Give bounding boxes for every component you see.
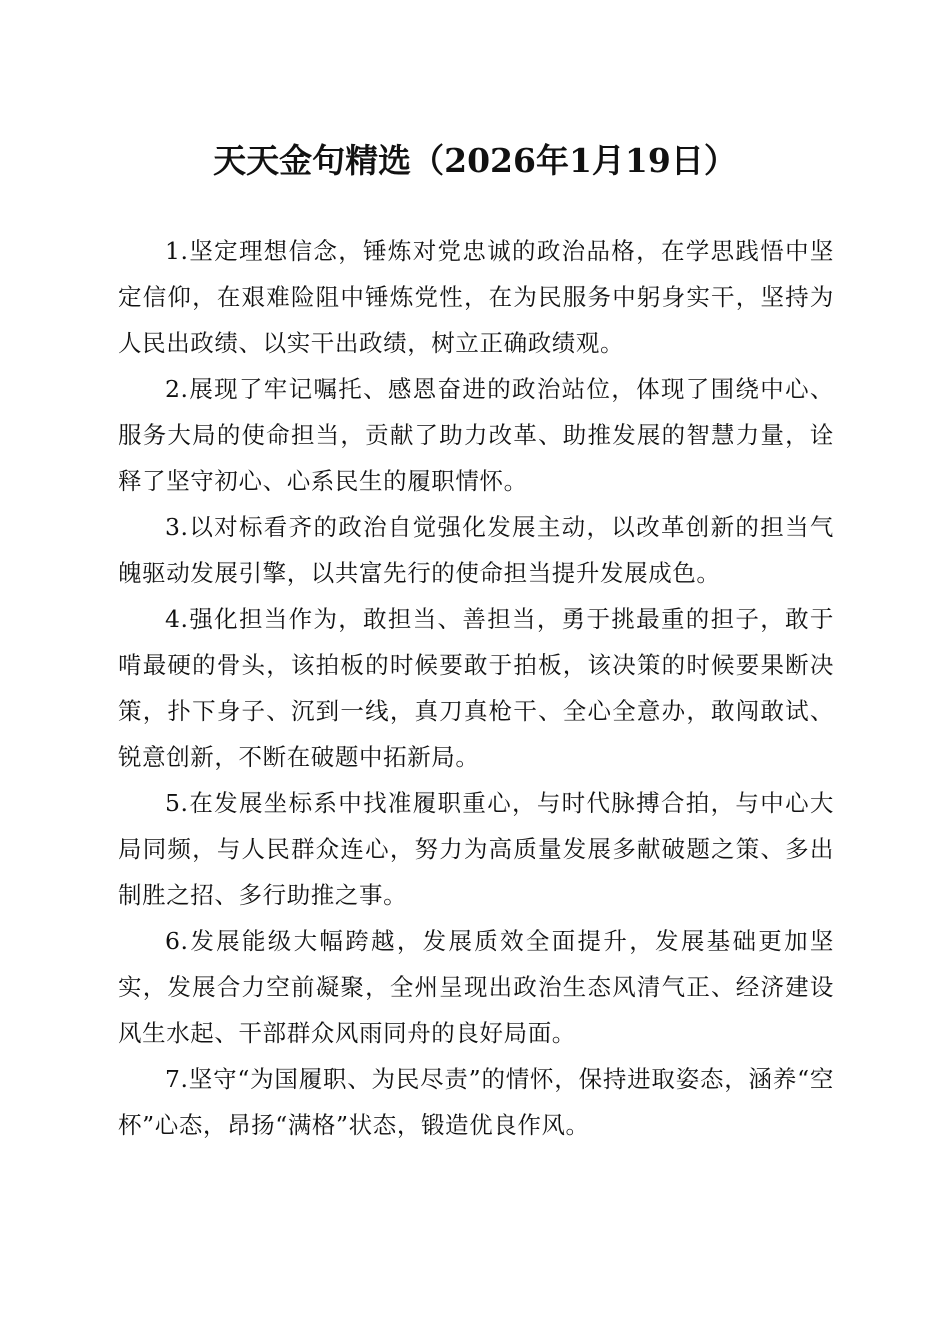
paragraph-4: 4.强化担当作为，敢担当、善担当，勇于挑最重的担子，敢于啃最硬的骨头，该拍板的时候要敢于拍板，该决策的时候要果断决策，扑下身子、沉到一线，真刀真枪干、全心全意办，敢闯敢试、锐意创新，不断在破题中拓新局。: [118, 605, 834, 771]
paragraph-6: 6.发展能级大幅跨越，发展质效全面提升，发展基础更加坚实，发展合力空前凝聚，全州呈现出政治生态风清气正、经济建设风生水起、干部群众风雨同舟的良好局面。: [118, 927, 834, 1047]
paragraph-3: 3.以对标看齐的政治自觉强化发展主动，以改革创新的担当气魄驱动发展引擎，以共富先行的使命担当提升发展成色。: [118, 513, 834, 587]
paragraph-2: 2.展现了牢记嘱托、感恩奋进的政治站位，体现了围绕中心、服务大局的使命担当，贡献了助力改革、助推发展的智慧力量，诠释了坚守初心、心系民生的履职情怀。: [118, 375, 834, 495]
document-body: [118, 228, 834, 1148]
paragraph-5: 5.在发展坐标系中找准履职重心，与时代脉搏合拍，与中心大局同频，与人民群众连心，努力为高质量发展多献破题之策、多出制胜之招、多行助推之事。: [118, 789, 834, 909]
paragraph-1: 1.坚定理想信念，锤炼对党忠诚的政治品格，在学思践悟中坚定信仰，在艰难险阻中锤炼党性，在为民服务中躬身实干，坚持为人民出政绩、以实干出政绩，树立正确政绩观。: [118, 237, 834, 357]
paragraph-7: 7.坚守“为国履职、为民尽责”的情怀，保持进取姿态，涵养“空杯”心态，昂扬“满格”状态，锻造优良作风。: [118, 1065, 834, 1139]
document-title: 天天金句精选（2026年1月19日）: [213, 141, 737, 180]
